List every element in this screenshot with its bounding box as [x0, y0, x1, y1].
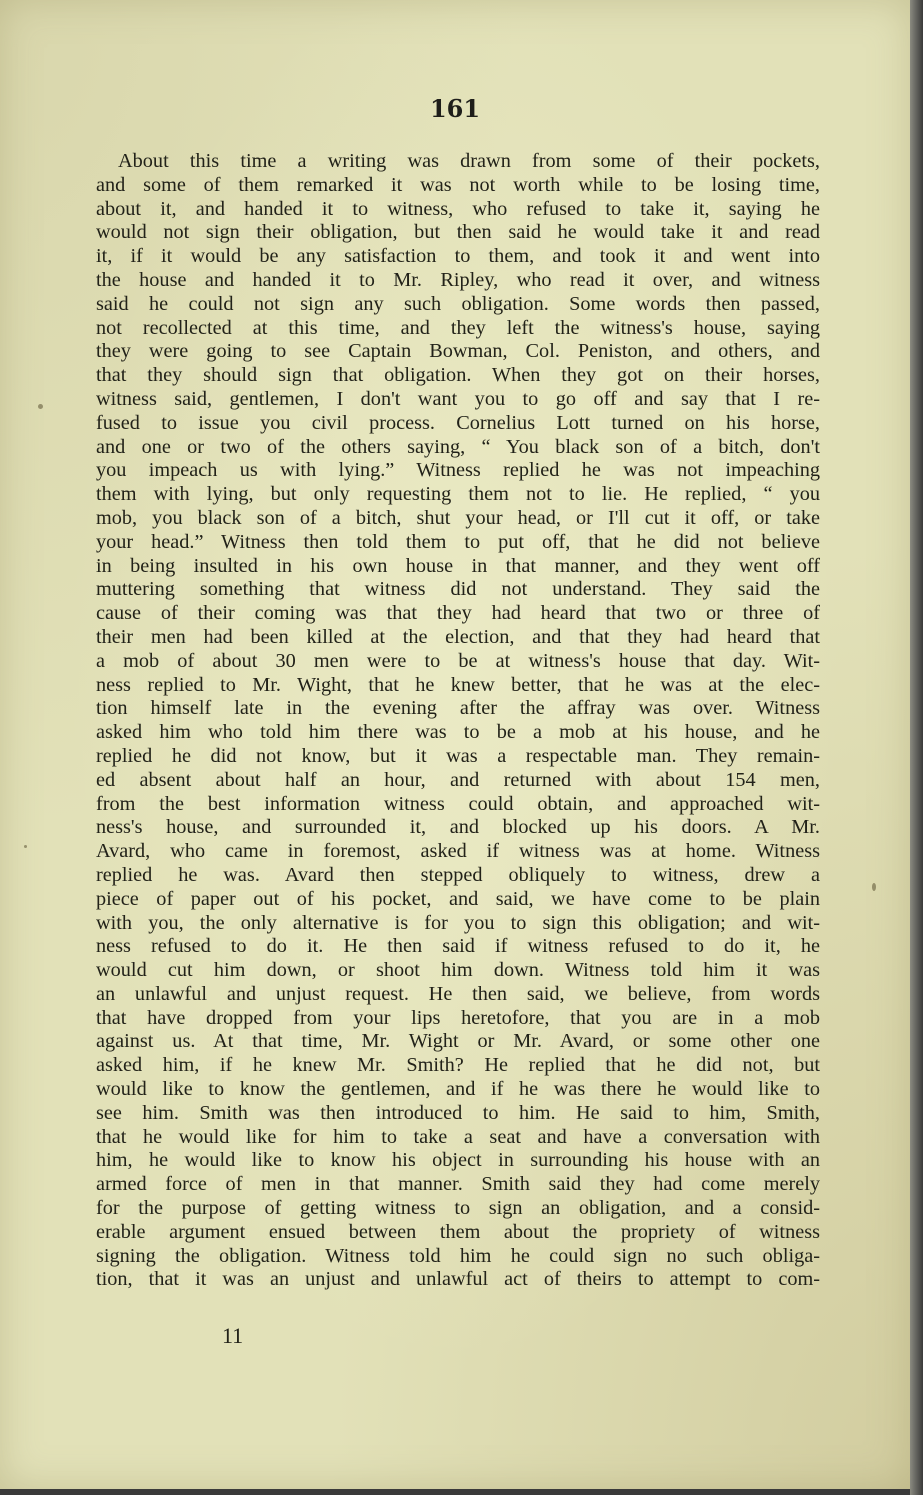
text-line: they were going to see Captain Bowman, Col. Peniston, and others, and	[96, 340, 820, 363]
page-number: 161	[429, 94, 481, 123]
text-line: Avard, who came in foremost, asked if witness was at home. Witness	[96, 840, 820, 863]
text-line: in being insulted in his own house in that manner, and they went off	[96, 554, 820, 577]
text-line: that have dropped from your lips heretofore, that you are in a mob	[96, 1006, 820, 1029]
text-line: you impeach us with lying.” Witness replied he was not impeaching	[96, 459, 820, 482]
text-line: cause of their coming was that they had heard that two or three of	[96, 602, 820, 625]
text-line: ed absent about half an hour, and returned with about 154 men,	[96, 768, 820, 791]
text-line: that he would like for him to take a seat and have a conversation with	[96, 1125, 820, 1148]
text-line: the house and handed it to Mr. Ripley, who read it over, and witness	[96, 268, 820, 291]
text-line: your head.” Witness then told them to put off, that he did not believe	[96, 530, 820, 553]
text-line: witness said, gentlemen, I don't want you to go off and say that I re-	[96, 387, 820, 410]
text-line: not recollected at this time, and they left the witness's house, saying	[96, 316, 820, 339]
text-line: signing the obligation. Witness told him he could sign no such obliga-	[96, 1244, 820, 1267]
ink-spot	[38, 404, 43, 409]
text-line: against us. At that time, Mr. Wight or Mr. Avard, or some other one	[96, 1030, 820, 1053]
text-line: said he could not sign any such obligation. Some words then passed,	[96, 292, 820, 315]
text-line: ness's house, and surrounded it, and blocked up his doors. A Mr.	[96, 816, 820, 839]
ink-spot	[24, 845, 27, 848]
text-line: replied he was. Avard then stepped obliquely to witness, drew a	[96, 863, 820, 886]
text-line: armed force of men in that manner. Smith said they had come merely	[96, 1173, 820, 1196]
text-line: muttering something that witness did not understand. They said the	[96, 578, 820, 601]
text-line: them with lying, but only requesting them not to lie. He replied, “ you	[96, 483, 820, 506]
text-line: and some of them remarked it was not worth while to be losing time,	[96, 173, 820, 196]
text-line: an unlawful and unjust request. He then said, we believe, from words	[96, 982, 820, 1005]
text-line: about it, and handed it to witness, who refused to take it, saying he	[96, 197, 820, 220]
text-line: it, if it would be any satisfaction to them, and took it and went into	[96, 245, 820, 268]
text-line: fused to issue you civil process. Cornelius Lott turned on his horse,	[96, 411, 820, 434]
text-line: piece of paper out of his pocket, and said, we have come to be plain	[96, 887, 820, 910]
body-text	[96, 150, 820, 1292]
text-line: with you, the only alternative is for you to sign this obligation; and wit-	[96, 911, 820, 934]
text-line: ness replied to Mr. Wight, that he knew better, that he was at the elec-	[96, 673, 820, 696]
text-line: would not sign their obligation, but then said he would take it and read	[96, 221, 820, 244]
text-line: ness refused to do it. He then said if witness refused to do it, he	[96, 935, 820, 958]
text-line: a mob of about 30 men were to be at witness's house that day. Wit-	[96, 649, 820, 672]
text-line: tion himself late in the evening after the affray was over. Witness	[96, 697, 820, 720]
text-line: that they should sign that obligation. When they got on their horses,	[96, 364, 820, 387]
text-line: About this time a writing was drawn from some of their pockets,	[118, 150, 820, 172]
text-line: tion, that it was an unjust and unlawful act of theirs to attempt to com-	[96, 1268, 820, 1291]
text-line: and one or two of the others saying, “ You black son of a bitch, don't	[96, 435, 820, 458]
text-line: replied he did not know, but it was a respectable man. They remain-	[96, 744, 820, 767]
text-line: mob, you black son of a bitch, shut your head, or I'll cut it off, or take	[96, 506, 820, 529]
text-line: would like to know the gentlemen, and if he was there he would like to	[96, 1078, 820, 1101]
page-edge-shadow	[910, 0, 923, 1495]
text-line: their men had been killed at the election, and that they had heard that	[96, 625, 820, 648]
signature-mark: 11	[222, 1323, 244, 1348]
ink-spot	[872, 883, 876, 891]
text-line: from the best information witness could obtain, and approached wit-	[96, 792, 820, 815]
text-line: him, he would like to know his object in surrounding his house with an	[96, 1149, 820, 1172]
text-line: would cut him down, or shoot him down. Witness told him it was	[96, 959, 820, 982]
text-line: asked him, if he knew Mr. Smith? He replied that he did not, but	[96, 1054, 820, 1077]
text-line: erable argument ensued between them about the propriety of witness	[96, 1220, 820, 1243]
text-line: see him. Smith was then introduced to him. He said to him, Smith,	[96, 1101, 820, 1124]
text-line: asked him who told him there was to be a mob at his house, and he	[96, 721, 820, 744]
text-line: for the purpose of getting witness to sign an obligation, and a consid-	[96, 1197, 820, 1220]
